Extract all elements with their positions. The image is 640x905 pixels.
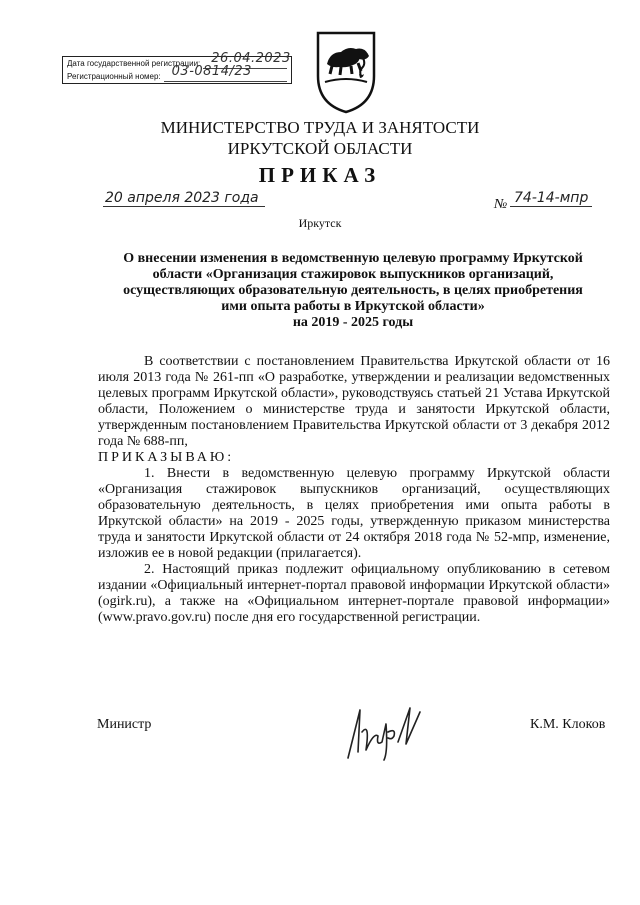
signatory-name: К.М. Клоков <box>530 717 606 732</box>
reg-number-row <box>67 64 287 83</box>
registration-stamp <box>62 51 292 84</box>
order-item-1: 1. Внести в ведомственную целевую программу Иркутской области «Организация стажировок выпускников организаций, осуществляющих образовательную деятельность, в целях приобретения ими опыта работы в Иркутской области» на 2019 - 2025 годы, утвержденную приказом министерства труда и занятости Иркутской области от 24 октября 2018 года № 52-мпр, изменение, изложив ее в новой редакции (прилагается). <box>98 466 610 561</box>
reg-date-value: 26.04.2023 <box>211 51 291 66</box>
document-body <box>98 354 610 626</box>
document-date: 20 апреля 2023 года <box>103 190 265 207</box>
document-type: ПРИКАЗ <box>258 163 382 187</box>
reg-date-label: Дата государственной регистрации: <box>67 59 201 68</box>
order-word: ПРИКАЗЫВАЮ: <box>98 450 235 465</box>
document-title: О внесении изменения в ведомственную целевую программу Иркутской области «Организация стажировок выпускников организаций, осуществляющих образовательную деятельность, в целях приобретения ими опыта работы в Иркутской области» на 2019 - 2025 годы <box>123 251 583 330</box>
signature-image <box>340 702 432 764</box>
number-label: № <box>494 197 508 212</box>
preamble-paragraph: В соответствии с постановлением Правительства Иркутской области от 16 июля 2013 года № 261-пп «О разработке, утверждении и реализации ведомственных целевых программ Иркутской области», руководствуясь статьей 21 Устава Иркутской области, Положением о министерстве труда и занятости Иркутской области, утвержденным постановлением Правительства Иркутской области от 3 декабря 2012 года № 688-пп, <box>98 354 610 449</box>
reg-number-label: Регистрационный номер: <box>67 72 161 81</box>
signatory-position: Министр <box>97 717 152 732</box>
ministry-name: МИНИСТЕРСТВО ТРУДА И ЗАНЯТОСТИ ИРКУТСКОЙ ОБЛАСТИ <box>160 118 480 158</box>
reg-number-value: 03-0814/23 <box>171 64 252 79</box>
document-city: Иркутск <box>298 216 342 230</box>
document-number: 74-14-мпр <box>510 190 592 207</box>
order-item-2: 2. Настоящий приказ подлежит официальному опубликованию в сетевом издании «Официальный интернет-портал правовой информации Иркутской области» (ogirk.ru), а также на «Официальном интернет-портале правовой информации» (www.pravo.gov.ru) после дня его государственной регистрации. <box>98 562 610 625</box>
irkutsk-coat-of-arms-icon <box>315 30 377 114</box>
